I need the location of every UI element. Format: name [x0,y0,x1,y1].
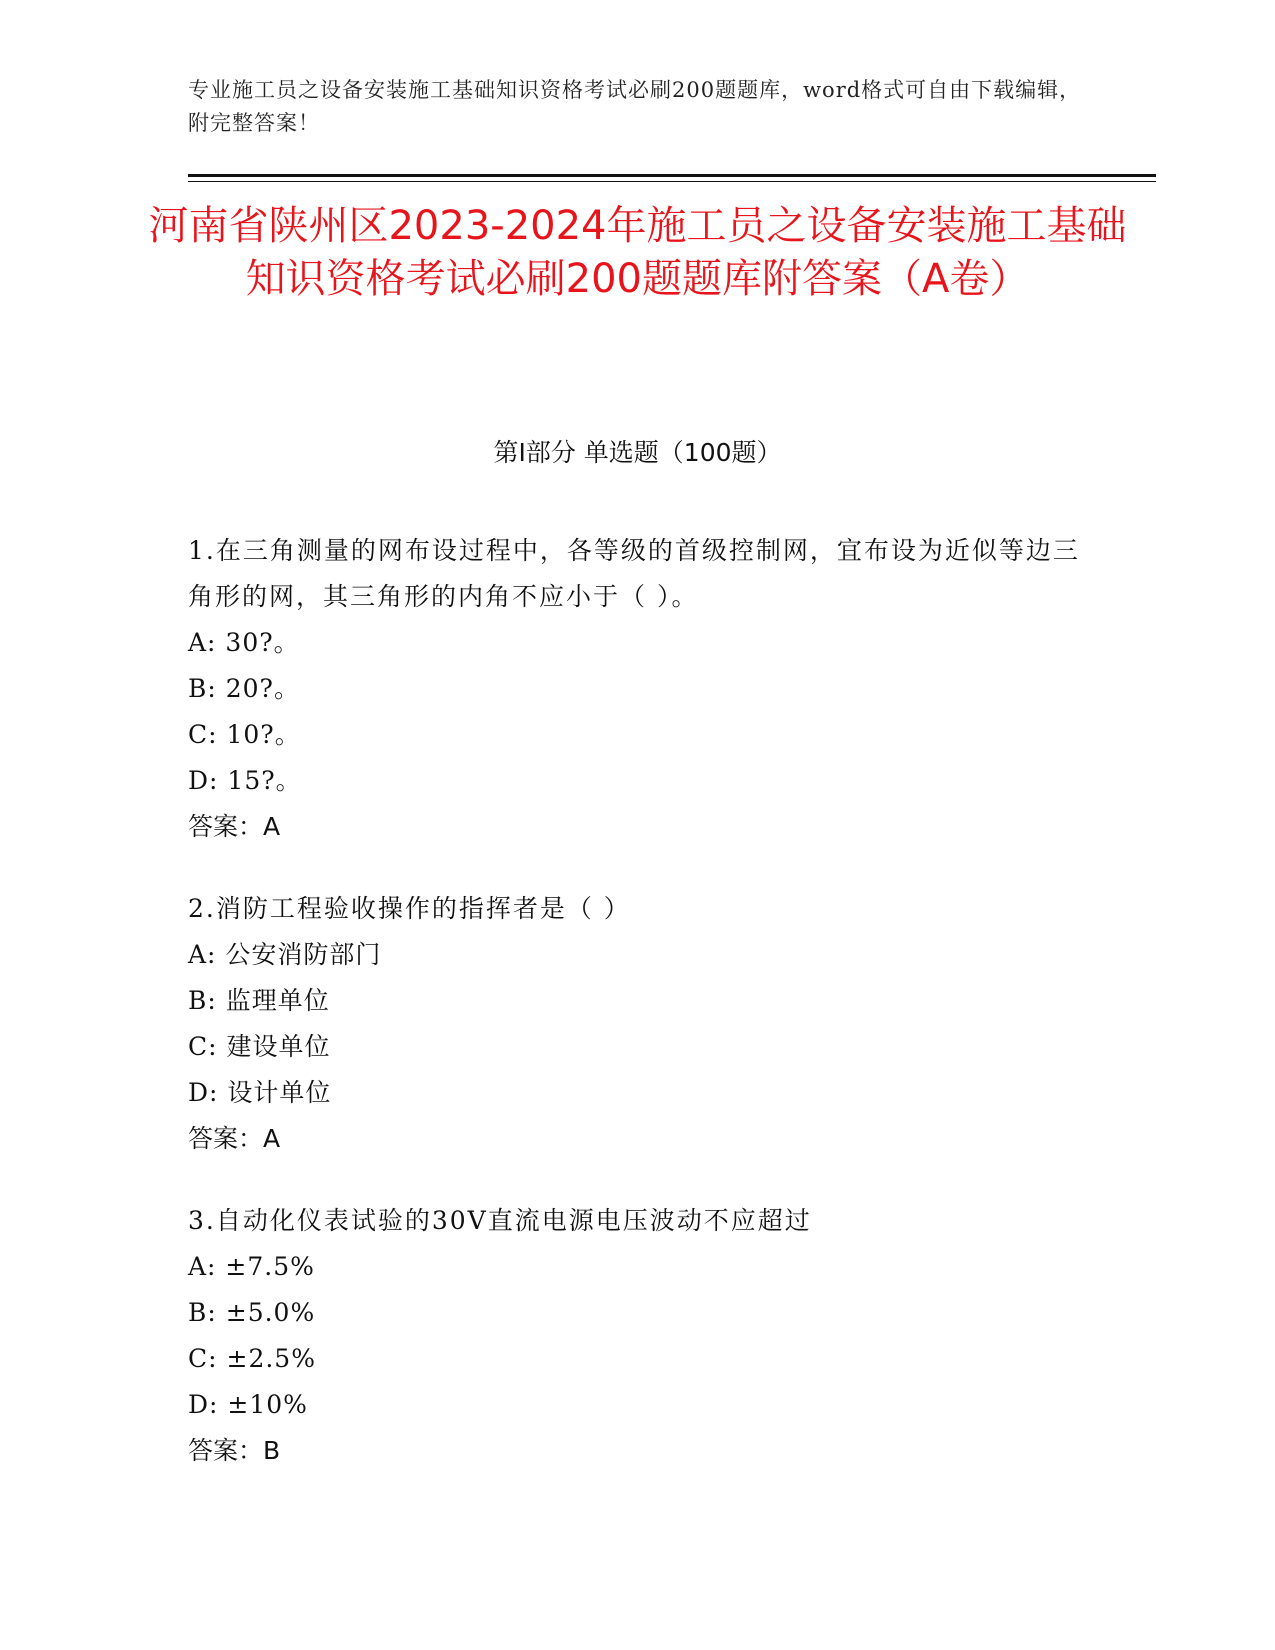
option-b: B: 20?。 [188,674,300,703]
header-divider-thick [188,174,1156,177]
answer: 答案：B [188,1436,281,1465]
option-d: D: 15?。 [188,766,302,795]
question-3 [188,1198,1088,1474]
option-a: A: ±7.5% [188,1252,315,1281]
option-b: B: 监理单位 [188,986,330,1015]
option-b: B: ±5.0% [188,1298,316,1327]
header-note: 专业施工员之设备安装施工基础知识资格考试必刷200题题库，word格式可自由下载编辑，附完整答案！ [188,78,1082,135]
question-1 [188,528,1088,850]
question-stem: 3.自动化仪表试验的30V直流电源电压波动不应超过 [188,1206,812,1235]
document-title: 河南省陕州区2023-2024年施工员之设备安装施工基础知识资格考试必刷200题题库附答案（A卷） [148,203,1127,302]
section-title: 第I部分 单选题（100题） [493,438,782,467]
option-d: D: ±10% [188,1390,308,1419]
answer: 答案：A [188,812,281,841]
question-list [188,528,1088,1510]
question-2 [188,886,1088,1162]
option-c: C: 10?。 [188,720,301,749]
option-d: D: 设计单位 [188,1078,332,1107]
question-stem: 2.消防工程验收操作的指挥者是（ ） [188,894,631,923]
answer: 答案：A [188,1124,281,1153]
option-c: C: 建设单位 [188,1032,331,1061]
option-a: A: 30?。 [188,628,300,657]
option-a: A: 公安消防部门 [188,940,382,969]
option-c: C: ±2.5% [188,1344,316,1373]
question-stem: 1.在三角测量的网布设过程中，各等级的首级控制网，宜布设为近似等边三角形的网，其三角形的内角不应小于（ ）。 [188,536,1080,611]
header-divider-thin [188,181,1156,182]
